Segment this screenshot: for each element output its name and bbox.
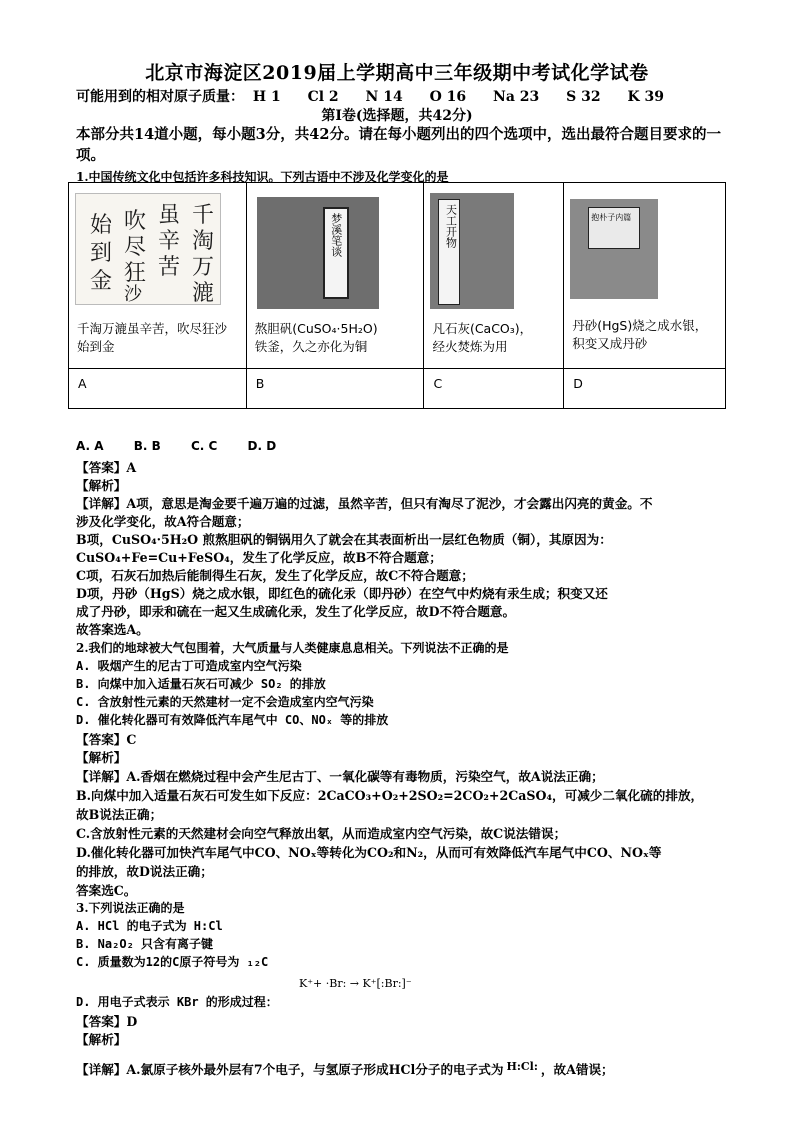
option-a-letter: A — [69, 369, 247, 409]
q2-detail-line: D.催化转化器可加快汽车尾气中CO、NOₓ等转化为CO₂和N₂，从而可有效降低汽车尾气中CO、NOₓ等 — [76, 845, 662, 860]
page-title: 北京市海淀区2019届上学期高中三年级期中考试化学试卷 — [145, 62, 649, 84]
option-d-letter: D — [564, 369, 726, 409]
q1-detail-line: D项，丹砂（HgS）烧之成水银，即红色的硫化汞（即丹砂）在空气中灼烧有汞生成；积变又还 — [76, 586, 608, 601]
q1-detail-line: 故答案选A。 — [76, 622, 149, 637]
q2-detail-line: 答案选C。 — [76, 883, 137, 898]
atomic-masses — [76, 86, 686, 106]
q3-answer: 【答案】D — [76, 1014, 138, 1029]
kbr-formation-equation: K⁺+ ·Br: → K⁺[:Br:]⁻ — [299, 977, 412, 990]
q1-detail-line: 【详解】A项，意思是淘金要千遍万遍的过滤，虽然辛苦，但只有淘尽了泥沙，才会露出闪亮的黄金。不 — [76, 496, 653, 511]
q3-option: D. 用电子式表示 KBr 的形成过程： — [76, 995, 278, 1009]
q1-detail-line: CuSO₄+Fe=Cu+FeSO₄，发生了化学反应，故B不符合题意； — [76, 550, 442, 565]
choice: A. A — [76, 439, 104, 453]
q2-detail-line: B.向煤中加入适量石灰石可发生如下反应：2CaCO₃+O₂+2SO₂=2CO₂+2CaSO₄，可减少二氧化硫的排放， — [76, 788, 704, 803]
option-d-cell — [564, 183, 726, 369]
mass-item: S 32 — [566, 89, 601, 105]
q2-answer: 【答案】C — [76, 732, 137, 747]
choice: D. D — [247, 439, 277, 453]
q1-stem: 1.中国传统文化中包括许多科技知识。下列古语中不涉及化学变化的是 — [76, 170, 449, 184]
q3-stem: 3.下列说法正确的是 — [76, 901, 185, 915]
option-b-caption: 熬胆矾(CuSO₄·5H₂O) 铁釜，久之亦化为铜 — [254, 321, 378, 354]
book-cover-image: 天工开物 — [430, 193, 514, 309]
book-cover-image: 抱朴子内篇 — [570, 199, 658, 299]
option-b-cell — [246, 183, 424, 369]
mass-item: Cl 2 — [307, 89, 339, 105]
calligraphy-image: 千 淘 万 漉 虽 辛 苦 吹 尽 狂 沙 始 到 金 — [75, 193, 221, 305]
section-title: 第I卷(选择题，共42分) — [321, 108, 473, 124]
option-a-cell — [69, 183, 247, 369]
mass-item: K 39 — [627, 89, 664, 105]
mass-item: O 16 — [429, 89, 467, 105]
hcl-electron-formula: H:Cl: — [506, 1060, 538, 1073]
option-d-caption: 丹砂(HgS)烧之成水银， 积变又成丹砂 — [572, 318, 708, 351]
q3-option: A. HCl 的电子式为 H:Cl — [76, 919, 223, 933]
q1-detail-line: C项，石灰石加热后能制得生石灰，发生了化学反应，故C不符合题意； — [76, 568, 474, 583]
choice: B. B — [133, 439, 161, 453]
mass-item: N 14 — [365, 89, 403, 105]
q3-analysis-label: 【解析】 — [76, 1032, 127, 1047]
q1-analysis-label: 【解析】 — [76, 478, 127, 493]
q2-analysis-label: 【解析】 — [76, 750, 127, 765]
q2-option: C. 含放射性元素的天然建材一定不会造成室内空气污染 — [76, 695, 374, 709]
option-a-caption: 千淘万漉虽辛苦，吹尽狂沙始到金 — [77, 321, 228, 354]
choice: C. C — [190, 439, 218, 453]
q1-options-table — [68, 182, 726, 409]
q2-option: B. 向煤中加入适量石灰石可减少 SO₂ 的排放 — [76, 677, 326, 691]
q3-option: B. Na₂O₂ 只含有离子键 — [76, 937, 214, 951]
q1-detail-line: 涉及化学变化，故A符合题意； — [76, 514, 250, 529]
q1-detail-line: 成了丹砂，即汞和硫在一起又生成硫化汞，发生了化学反应，故D不符合题意。 — [76, 604, 516, 619]
book-cover-image: 梦溪笔谈 — [257, 197, 379, 309]
mass-item: Na 23 — [493, 89, 540, 105]
atomic-masses-label: 可能用到的相对原子质量： — [76, 89, 244, 105]
q2-detail-line: 故B说法正确； — [76, 807, 163, 822]
option-c-caption: 凡石灰(CaCO₃)， 经火焚炼为用 — [432, 321, 533, 354]
option-c-letter: C — [424, 369, 564, 409]
q3-option: C. 质量数为12的C原子符号为 ₁₂C — [76, 955, 269, 969]
q2-detail-line: 【详解】A.香烟在燃烧过程中会产生尼古丁、一氧化碳等有毒物质，污染空气，故A说法正确； — [76, 769, 604, 784]
q2-option: D. 催化转化器可有效降低汽车尾气中 CO、NOₓ 等的排放 — [76, 713, 389, 727]
q2-option: A. 吸烟产生的尼古丁可造成室内空气污染 — [76, 659, 302, 673]
q2-stem: 2.我们的地球被大气包围着，大气质量与人类健康息息相关。下列说法不正确的是 — [76, 641, 509, 655]
q2-detail-line: 的排放，故D说法正确； — [76, 864, 213, 879]
q3-detail-line: 【详解】A.氯原子核外最外层有7个电子，与氢原子形成HCl分子的电子式为 H:Cl: ，故A错误； — [76, 1060, 614, 1077]
q1-choices — [76, 439, 302, 453]
mass-item: H 1 — [252, 89, 281, 105]
q2-detail-line: C.含放射性元素的天然建材会向空气释放出氡，从而造成室内空气污染，故C说法错误； — [76, 826, 567, 841]
option-b-letter: B — [246, 369, 424, 409]
option-c-cell — [424, 183, 564, 369]
q1-answer: 【答案】A — [76, 460, 137, 475]
q1-detail-line: B项，CuSO₄·5H₂O 煎熬胆矾的铜锅用久了就会在其表面析出一层红色物质（铜），其原因为： — [76, 532, 612, 547]
instructions: 本部分共14道小题，每小题3分，共42分。请在每小题列出的四个选项中，选出最符合题目要求的一项。 — [76, 126, 721, 164]
